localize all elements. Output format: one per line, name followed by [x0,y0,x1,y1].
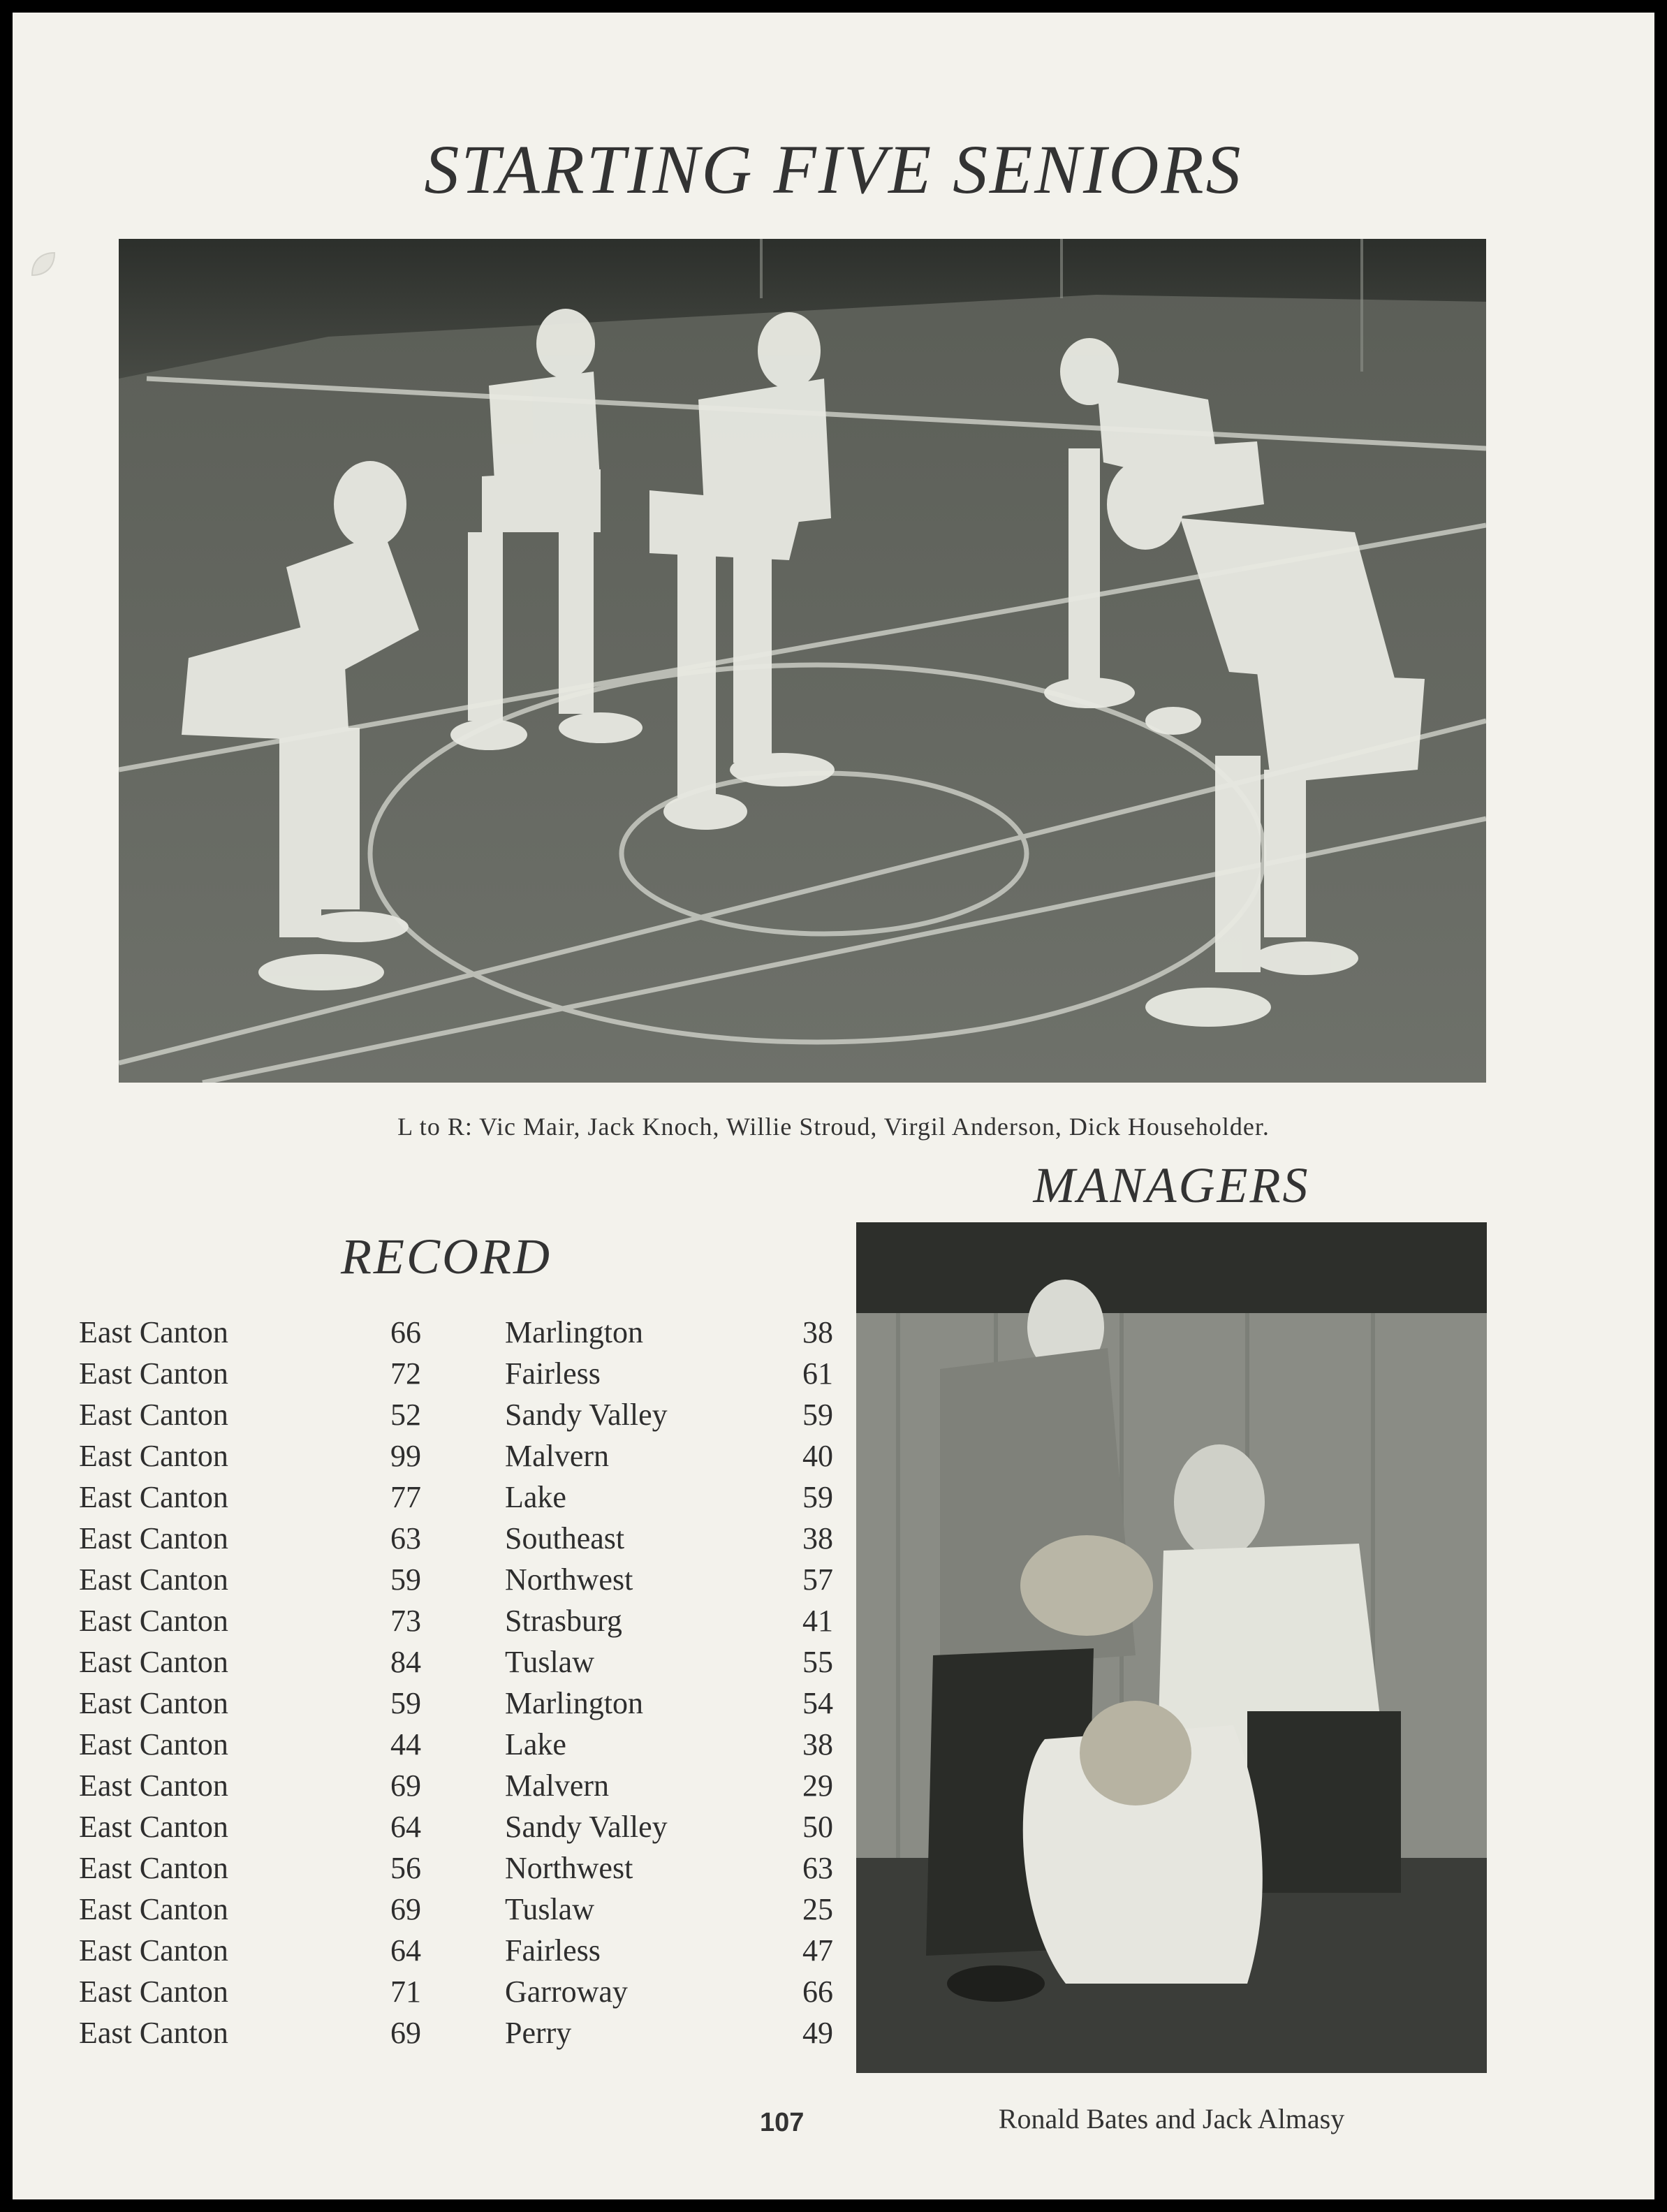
team-name: East Canton [79,1851,228,1885]
team-score: 52 [390,1398,421,1432]
opponent-name: Southeast [505,1521,625,1555]
opponent-score: 55 [802,1645,833,1679]
record-row [79,1930,847,1971]
opponent-name: Sandy Valley [505,1398,668,1432]
opponent-name: Perry [505,2016,572,2050]
team-name: East Canton [79,1521,228,1555]
opponent-score: 41 [802,1604,833,1638]
record-row [79,2012,847,2053]
record-row [79,1600,847,1641]
opponent-name: Northwest [505,1562,633,1597]
team-score: 56 [390,1851,421,1885]
team-score: 59 [390,1686,421,1720]
team-name: East Canton [79,1480,228,1514]
opponent-score: 25 [802,1892,833,1926]
opponent-name: Northwest [505,1851,633,1885]
team-score: 69 [390,2016,421,2050]
team-name: East Canton [79,1604,228,1638]
record-row [79,1477,847,1518]
team-name: East Canton [79,1727,228,1761]
team-score: 72 [390,1356,421,1391]
team-score: 59 [390,1562,421,1597]
team-name: East Canton [79,2016,228,2050]
opponent-score: 38 [802,1315,833,1349]
team-name: East Canton [79,1768,228,1803]
team-name: East Canton [79,1933,228,1968]
opponent-score: 38 [802,1727,833,1761]
record-row [79,1847,847,1889]
opponent-name: Marlington [505,1315,643,1349]
team-score: 71 [390,1975,421,2009]
opponent-name: Tuslaw [505,1892,594,1926]
team-score: 73 [390,1604,421,1638]
team-photo [119,239,1486,1083]
managers-heading: MANAGERS [1033,1157,1310,1213]
team-name: East Canton [79,1439,228,1473]
record-table [79,1312,847,2053]
team-score: 99 [390,1439,421,1473]
opponent-name: Garroway [505,1975,628,2009]
team-name: East Canton [79,1562,228,1597]
record-row [79,1806,847,1847]
opponent-name: Fairless [505,1933,601,1968]
opponent-score: 59 [802,1480,833,1514]
opponent-name: Lake [505,1480,566,1514]
page-number: 107 [760,2108,805,2137]
team-score: 64 [390,1933,421,1968]
record-heading: RECORD [341,1229,552,1284]
team-photo-caption: L to R: Vic Mair, Jack Knoch, Willie Stroud, Virgil Anderson, Dick Householder. [397,1113,1270,1141]
opponent-name: Malvern [505,1439,610,1473]
opponent-name: Strasburg [505,1604,622,1638]
record-row [79,1641,847,1683]
team-name: East Canton [79,1892,228,1926]
team-name: East Canton [79,1356,228,1391]
opponent-name: Malvern [505,1768,610,1803]
leaf-icon [28,249,59,279]
managers-photo-caption: Ronald Bates and Jack Almasy [998,2103,1345,2134]
opponent-score: 49 [802,2016,833,2050]
record-row [79,1394,847,1435]
opponent-name: Lake [505,1727,566,1761]
opponent-score: 47 [802,1933,833,1968]
record-row [79,1435,847,1477]
opponent-score: 40 [802,1439,833,1473]
opponent-name: Fairless [505,1356,601,1391]
page-title: STARTING FIVE SENIORS [424,131,1243,208]
record-row [79,1518,847,1559]
record-row [79,1724,847,1765]
opponent-score: 57 [802,1562,833,1597]
team-score: 63 [390,1521,421,1555]
team-score: 66 [390,1315,421,1349]
team-name: East Canton [79,1810,228,1844]
opponent-score: 63 [802,1851,833,1885]
opponent-score: 54 [802,1686,833,1720]
opponent-score: 29 [802,1768,833,1803]
team-score: 44 [390,1727,421,1761]
record-row [79,1971,847,2012]
record-row [79,1312,847,1353]
opponent-score: 61 [802,1356,833,1391]
record-row [79,1683,847,1724]
team-score: 64 [390,1810,421,1844]
managers-photo [856,1222,1487,2073]
team-name: East Canton [79,1315,228,1349]
record-row [79,1353,847,1394]
team-score: 84 [390,1645,421,1679]
team-score: 69 [390,1768,421,1803]
opponent-score: 50 [802,1810,833,1844]
team-score: 77 [390,1480,421,1514]
opponent-name: Marlington [505,1686,643,1720]
team-name: East Canton [79,1975,228,2009]
opponent-score: 38 [802,1521,833,1555]
opponent-name: Tuslaw [505,1645,594,1679]
opponent-score: 66 [802,1975,833,2009]
team-name: East Canton [79,1645,228,1679]
record-row [79,1765,847,1806]
opponent-score: 59 [802,1398,833,1432]
team-name: East Canton [79,1398,228,1432]
team-score: 69 [390,1892,421,1926]
team-name: East Canton [79,1686,228,1720]
record-row [79,1889,847,1930]
record-row [79,1559,847,1600]
yearbook-page [13,13,1654,2199]
opponent-name: Sandy Valley [505,1810,668,1844]
